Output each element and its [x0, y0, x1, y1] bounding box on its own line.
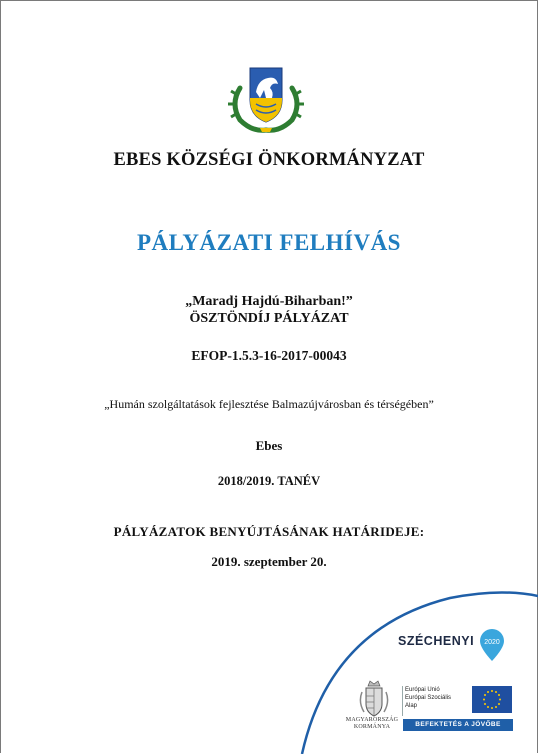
eu-fund-label — [405, 686, 451, 710]
project-code: EFOP-1.5.3-16-2017-00043 — [191, 348, 347, 363]
program-subtitle: ÖSZTÖNDÍJ PÁLYÁZAT — [189, 311, 349, 326]
eu-line1: Európai Unió — [405, 687, 440, 693]
hungarian-crest-icon — [354, 680, 394, 718]
deadline-date: 2019. szeptember 20. — [211, 554, 327, 569]
deadline-label: PÁLYÁZATOK BENYÚJTÁSÁNAK HATÁRIDEJE: — [113, 524, 425, 539]
government-label — [342, 717, 402, 731]
eu-line2: Európai Szociális — [405, 695, 452, 701]
program-title: „Maradj Hajdú-Biharban!” — [185, 294, 353, 309]
place-name: Ebes — [255, 438, 283, 453]
pin-label: 2020 — [484, 639, 500, 646]
government-label-line2: KORMÁNYA — [353, 724, 391, 730]
eu-line3: Alap — [405, 703, 418, 709]
project-title: „Humán szolgáltatások fejlesztése Balmazújvárosban és térségében” — [104, 397, 434, 411]
szechenyi-brand: SZÉCHENYI — [398, 634, 475, 648]
coat-of-arms-icon — [226, 64, 306, 134]
investment-banner: BEFEKTETÉS A JÖVŐBE — [403, 719, 513, 731]
document-heading: PÁLYÁZATI FELHÍVÁS — [137, 230, 401, 255]
school-year: 2018/2019. TANÉV — [217, 474, 321, 488]
location-pin-icon — [478, 628, 506, 662]
eu-flag-icon — [472, 686, 512, 713]
organization-name: EBES KÖZSÉGI ÖNKORMÁNYZAT — [113, 150, 425, 170]
government-label-line1: MAGYARORSZÁG — [345, 717, 399, 723]
